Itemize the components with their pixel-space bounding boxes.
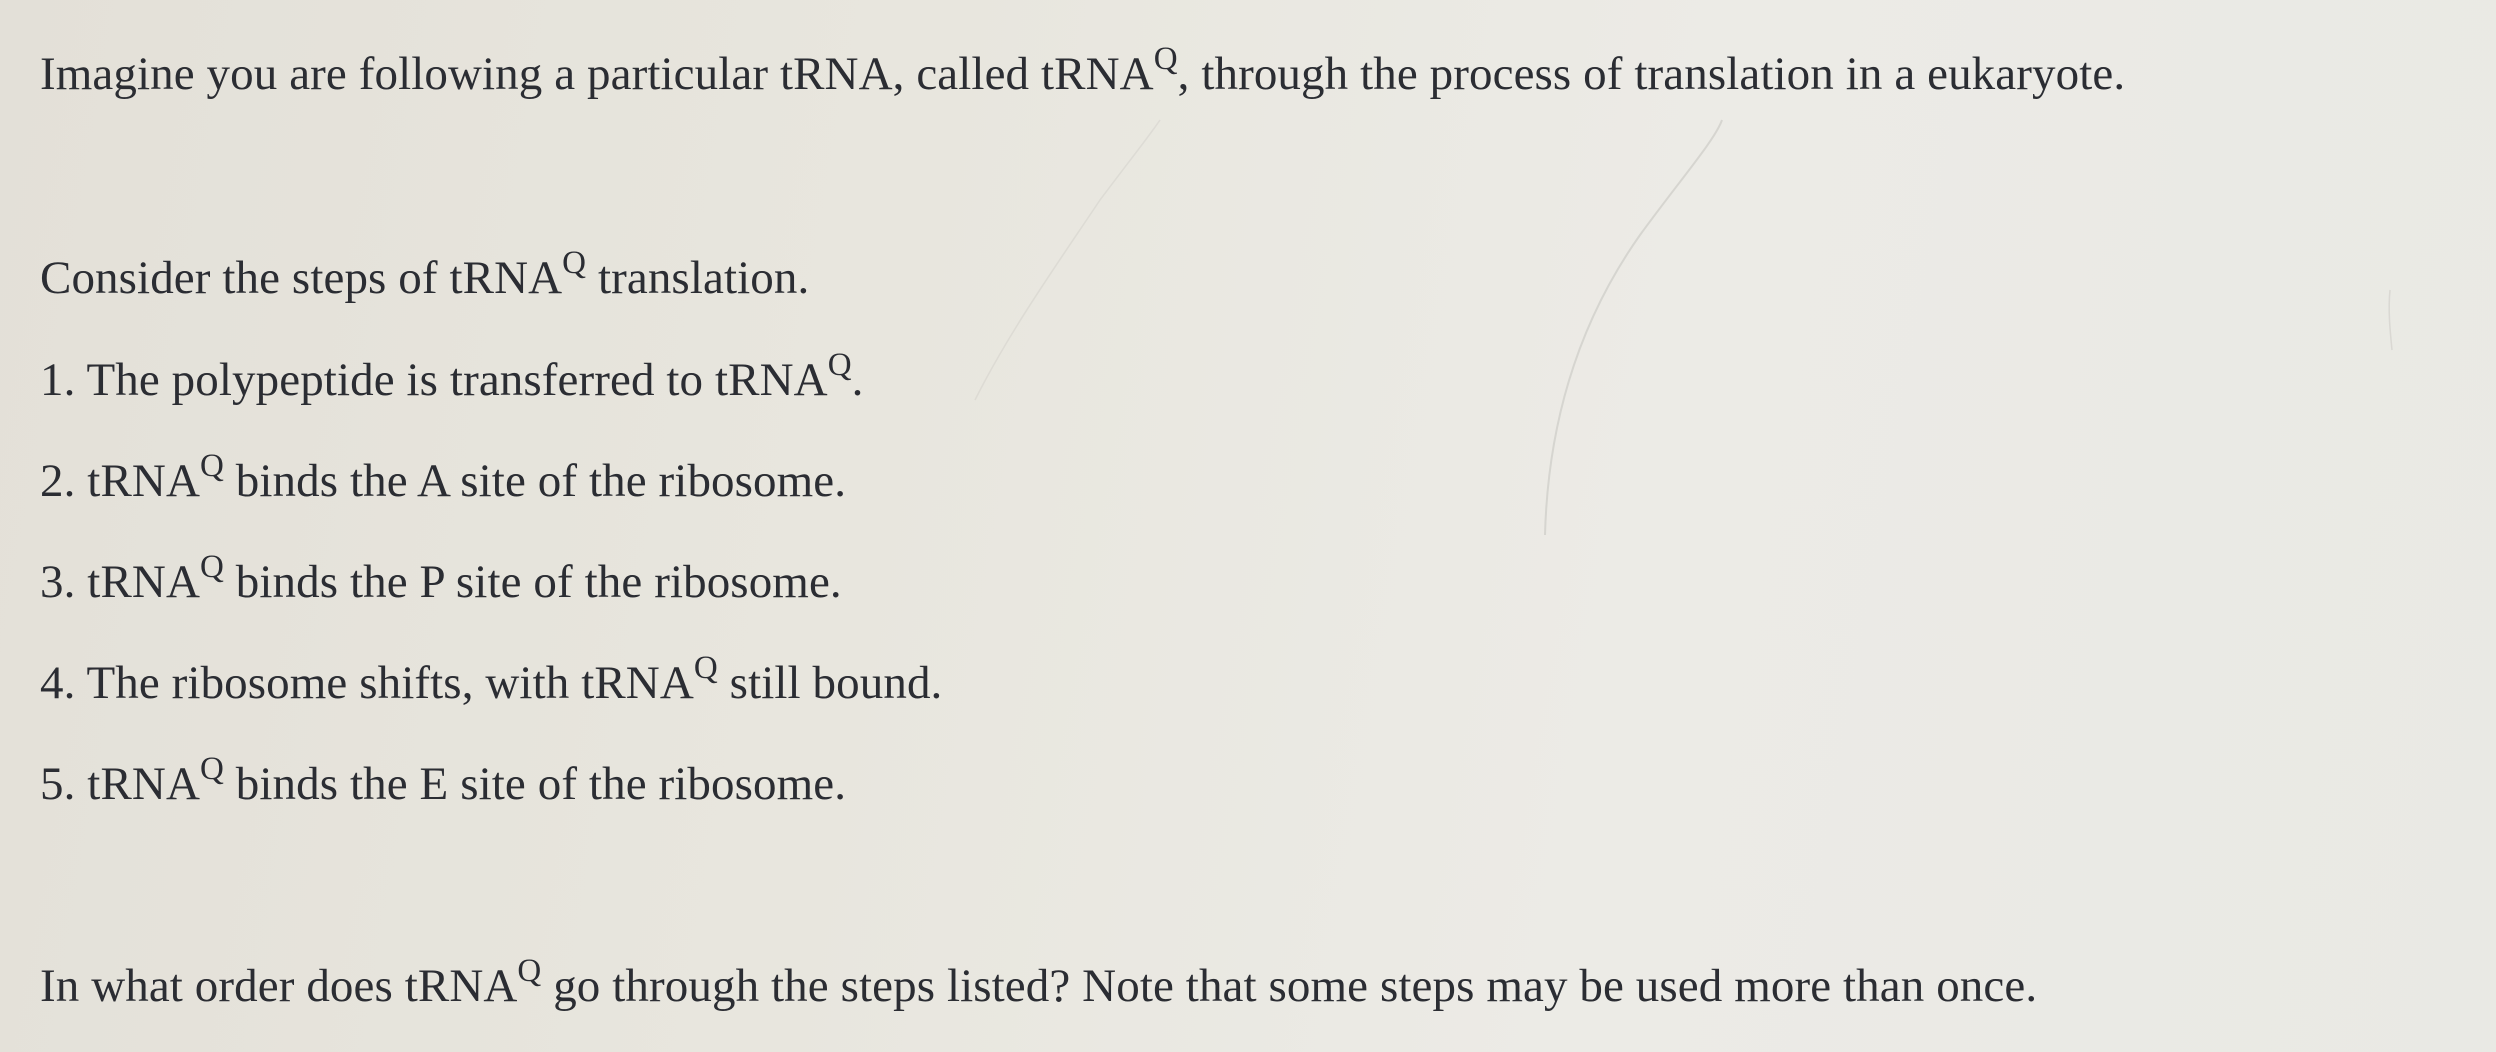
consider-steps-heading: [40, 245, 810, 308]
superscript-q: Q: [200, 751, 224, 787]
step-text-after: still bound.: [717, 657, 943, 709]
question-text-after: go through the steps listed? Note that some steps may be used more than once.: [541, 960, 2038, 1012]
step-text-before: 1. The polypeptide is transferred to tRNA: [40, 354, 828, 406]
superscript-q: Q: [693, 650, 718, 686]
step-item-5: [40, 751, 847, 814]
step-text-after: binds the P site of the ribosome.: [223, 556, 842, 608]
superscript-q: Q: [827, 347, 852, 383]
step-text-after: .: [851, 354, 864, 406]
step-item-1: [40, 347, 864, 410]
step-text-after: binds the A site of the ribosome.: [223, 455, 847, 507]
question-text-before: In what order does tRNA: [40, 960, 518, 1012]
intro-text: [40, 41, 2126, 104]
step-item-3: [40, 549, 842, 612]
superscript-q: Q: [200, 549, 224, 585]
intro-text-before: Imagine you are following a particular tRNA, called tRNA: [40, 48, 1154, 100]
step-text-after: binds the E site of the ribosome.: [223, 758, 847, 810]
superscript-q: Q: [562, 245, 587, 281]
step-text-before: 5. tRNA: [40, 758, 200, 810]
superscript-q: Q: [200, 448, 224, 484]
question-text: [40, 953, 2038, 1016]
consider-text-before: Consider the steps of tRNA: [40, 252, 563, 304]
intro-text-after: , through the process of translation in a eukaryote.: [1177, 48, 2126, 100]
step-item-4: [40, 650, 943, 713]
superscript-q: Q: [1153, 41, 1178, 77]
consider-text-after: translation.: [586, 252, 810, 304]
step-item-2: [40, 448, 847, 511]
step-text-before: 2. tRNA: [40, 455, 200, 507]
superscript-q: Q: [517, 953, 542, 989]
step-text-before: 3. tRNA: [40, 556, 200, 608]
step-text-before: 4. The ribosome shifts, with tRNA: [40, 657, 694, 709]
